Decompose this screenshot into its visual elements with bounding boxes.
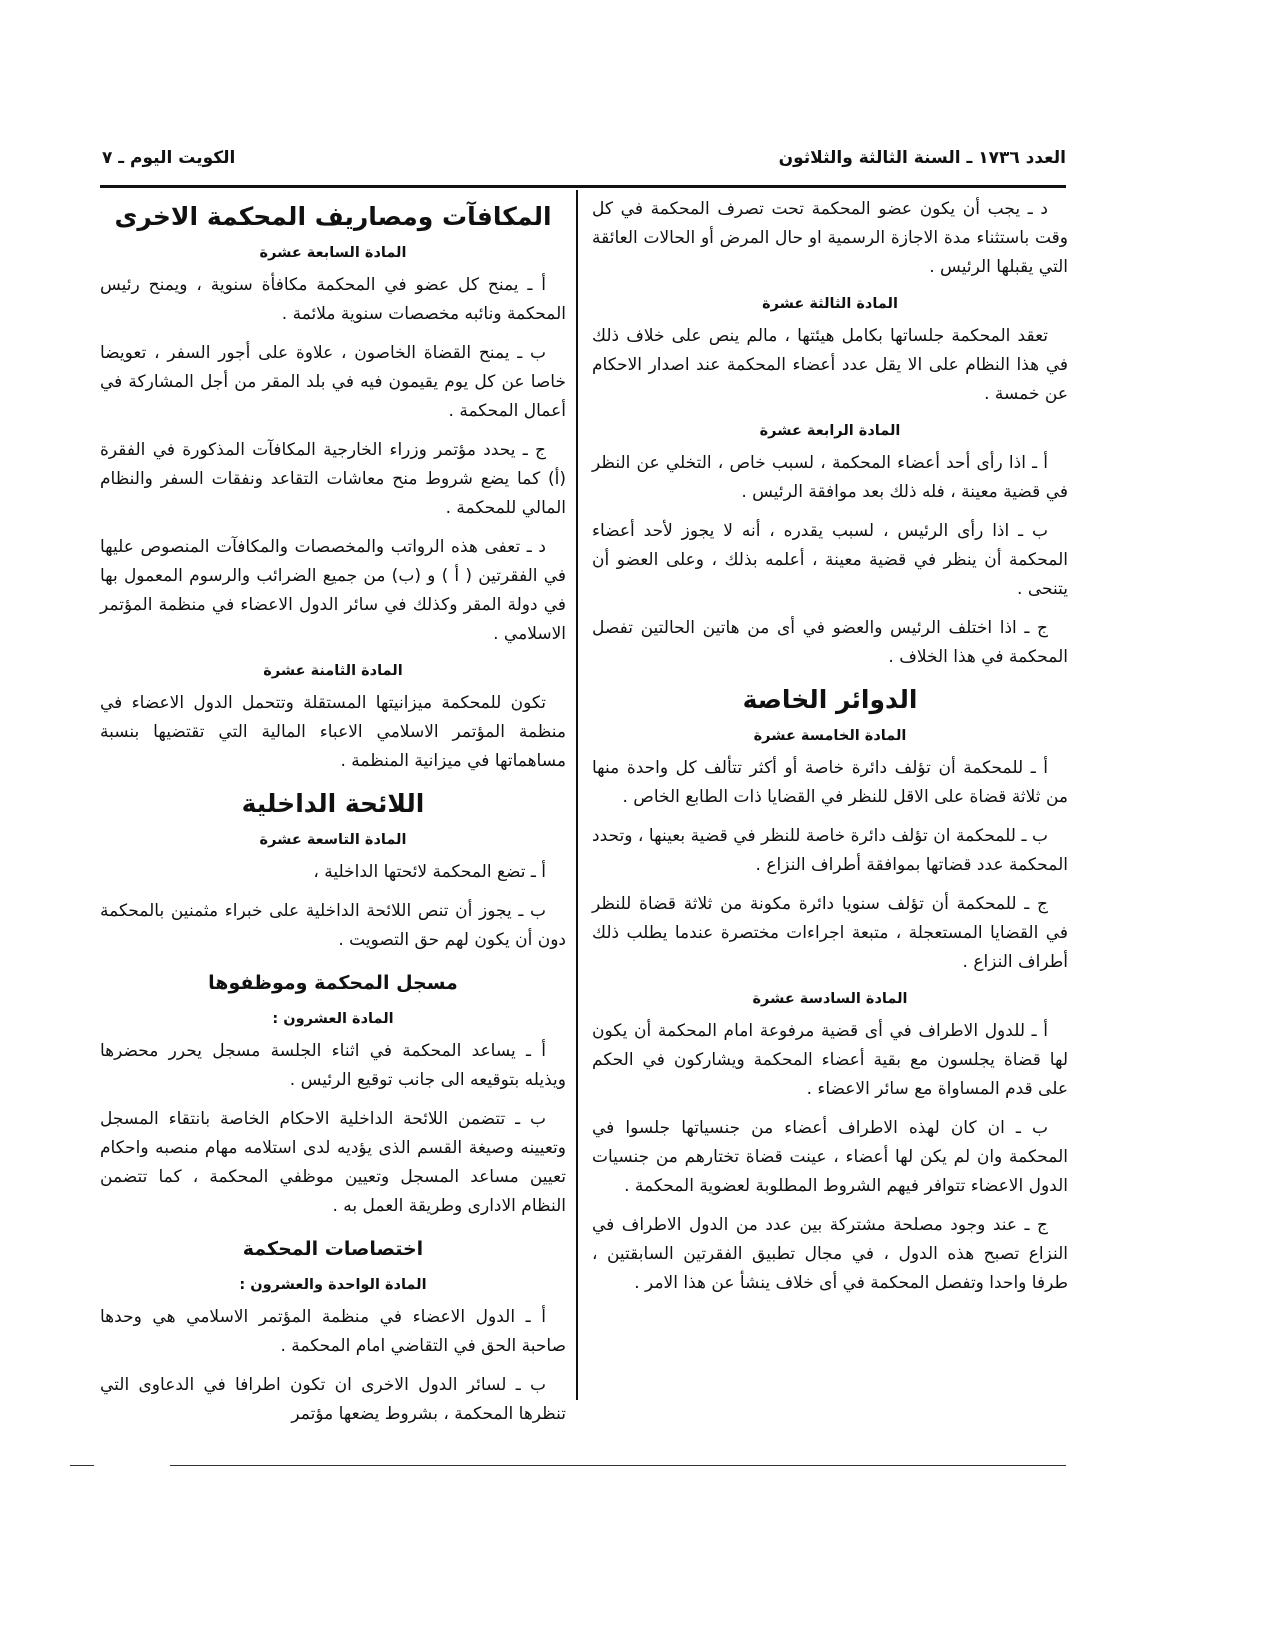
paragraph: أ ـ الدول الاعضاء في منظمة المؤتمر الاسلامي هي وحدها صاحبة الحق في التقاضي امام المحكمة . [100, 1307, 566, 1356]
left-column [100, 195, 566, 1439]
article-heading: المادة الرابعة عشرة [759, 423, 901, 439]
header-rule [100, 185, 1066, 188]
paragraph: أ ـ يمنح كل عضو في المحكمة مكافأة سنوية ، ويمنح رئيس المحكمة ونائبه مخصصات سنوية ملائمة . [100, 275, 566, 324]
paragraph: أ ـ للمحكمة أن تؤلف دائرة خاصة أو أكثر تتألف كل واحدة منها من ثلاثة قضاة على الاقل للنظر في القضايا ذات الطابع الخاص . [592, 758, 1068, 807]
paragraph: ب ـ ان كان لهذه الاطراف أعضاء من جنسياتها جلسوا في المحكمة وان لم يكن لها أعضاء ، عينت قضاة تختارهم من جنسيات الدول الاعضاء تتوافر فيهم الشروط المطلوبة لعضوية المحكمة . [592, 1118, 1068, 1196]
section-heading: المكافآت ومصاريف المحكمة الاخرى [114, 202, 552, 231]
paragraph: ب ـ اذا رأى الرئيس ، لسبب يقدره ، أنه لا يجوز لأحد أعضاء المحكمة أن ينظر في قضية معينة ، أعلمه بذلك ، وعلى العضو أن يتنحى . [592, 521, 1068, 599]
article-heading: المادة السادسة عشرة [752, 991, 908, 1007]
paragraph: أ ـ تضع المحكمة لائحتها الداخلية ، [313, 862, 546, 882]
section-heading: مسجل المحكمة وموظفوها [208, 972, 458, 994]
newspaper-page-label: الكويت اليوم ـ ٧ [102, 148, 236, 168]
article-heading: المادة الثالثة عشرة [762, 296, 898, 312]
paragraph: تعقد المحكمة جلساتها بكامل هيئتها ، مالم ينص على خلاف ذلك في هذا النظام على الا يقل عدد أعضاء المحكمة عند اصدار الاحكام عن خمسة . [592, 326, 1068, 404]
paragraph: تكون للمحكمة ميزانيتها المستقلة وتتحمل الدول الاعضاء في منظمة المؤتمر الاسلامي الاعباء المالية التي تقتضيها بنسبة مساهماتها في ميزانية المنظمة . [100, 693, 566, 771]
paragraph: ج ـ يحدد مؤتمر وزراء الخارجية المكافآت المذكورة في الفقرة (أ) كما يضع شروط منح معاشات التقاعد ونفقات السفر والنظام المالي للمحكمة . [100, 440, 566, 518]
paragraph: ب ـ للمحكمة ان تؤلف دائرة خاصة للنظر في قضية بعينها ، وتحدد المحكمة عدد قضاتها بموافقة أطراف النزاع . [592, 826, 1068, 875]
paragraph: ب ـ يمنح القضاة الخاصون ، علاوة على أجور السفر ، تعويضا خاصا عن كل يوم يقيمون فيه في بلد المقر من أجل المشاركة في أعمال المحكمة . [100, 343, 566, 421]
paragraph: ب ـ يجوز أن تنص اللائحة الداخلية على خبراء مثمنين بالمحكمة دون أن يكون لهم حق التصويت . [100, 901, 566, 950]
paragraph: أ ـ اذا رأى أحد أعضاء المحكمة ، لسبب خاص ، التخلي عن النظر في قضية معينة ، فله ذلك بعد موافقة الرئيس . [592, 453, 1068, 502]
footer-rule-short [70, 1465, 94, 1466]
section-heading: الدوائر الخاصة [742, 685, 918, 714]
article-heading: المادة السابعة عشرة [259, 245, 407, 261]
paragraph: د ـ يجب أن يكون عضو المحكمة تحت تصرف المحكمة في كل وقت باستثناء مدة الاجازة الرسمية او حال المرض أو الحالات العائقة التي يقبلها الرئيس . [592, 199, 1068, 277]
page-header [102, 148, 1066, 184]
paragraph: ب ـ تتضمن اللائحة الداخلية الاحكام الخاصة بانتقاء المسجل وتعيينه وصيغة القسم الذى يؤديه لدى استلامه مهام منصبه واحكام تعيين مساعد المسجل وتعيين موظفي المحكمة ، كما تتضمن النظام الادارى وطريقة العمل به . [100, 1109, 566, 1216]
article-heading: المادة التاسعة عشرة [259, 832, 407, 848]
paragraph: أ ـ يساعد المحكمة في اثناء الجلسة مسجل يحرر محضرها ويذيله بتوقيعه الى جانب توقيع الرئيس . [100, 1041, 566, 1090]
paragraph: ج ـ للمحكمة أن تؤلف سنويا دائرة مكونة من ثلاثة قضاة للنظر في القضايا المستعجلة ، متبعة اجراءات مختصرة عندما يطلب ذلك أطراف النزاع . [592, 894, 1068, 972]
footer-rule [170, 1465, 1066, 1466]
issue-info: العدد ١٧٣٦ ـ السنة الثالثة والثلاثون [778, 148, 1066, 168]
section-heading: اختصاصات المحكمة [242, 1238, 424, 1260]
article-heading: المادة الواحدة والعشرون : [239, 1277, 427, 1293]
right-column [592, 195, 1068, 1308]
article-heading: المادة الثامنة عشرة [263, 663, 403, 679]
article-heading: المادة العشرون : [272, 1011, 394, 1027]
column-divider [576, 190, 578, 1400]
paragraph: ب ـ لسائر الدول الاخرى ان تكون اطرافا في الدعاوى التي تنظرها المحكمة ، بشروط يضعها مؤتمر [100, 1375, 566, 1424]
paragraph: ج ـ اذا اختلف الرئيس والعضو في أى من هاتين الحالتين تفصل المحكمة في هذا الخلاف . [592, 618, 1068, 667]
section-heading: اللائحة الداخلية [241, 789, 425, 818]
paragraph: د ـ تعفى هذه الرواتب والمخصصات والمكافآت المنصوص عليها في الفقرتين ( أ ) و (ب) من جميع الضرائب والرسوم المعمول بها في دولة المقر وكذلك في سائر الدول الاعضاء في منظمة المؤتمر الاسلامي . [100, 537, 566, 644]
paragraph: أ ـ للدول الاطراف في أى قضية مرفوعة امام المحكمة أن يكون لها قضاة يجلسون مع بقية أعضاء المحكمة ويشاركون في الحكم على قدم المساواة مع سائر الاعضاء . [592, 1021, 1068, 1099]
paragraph: ج ـ عند وجود مصلحة مشتركة بين عدد من الدول الاطراف في النزاع تصبح هذه الدول ، في مجال تطبيق الفقرتين السابقتين ، طرفا واحدا وتفصل المحكمة في أى خلاف ينشأ عن هذا الامر . [592, 1215, 1068, 1293]
article-heading: المادة الخامسة عشرة [753, 728, 907, 744]
